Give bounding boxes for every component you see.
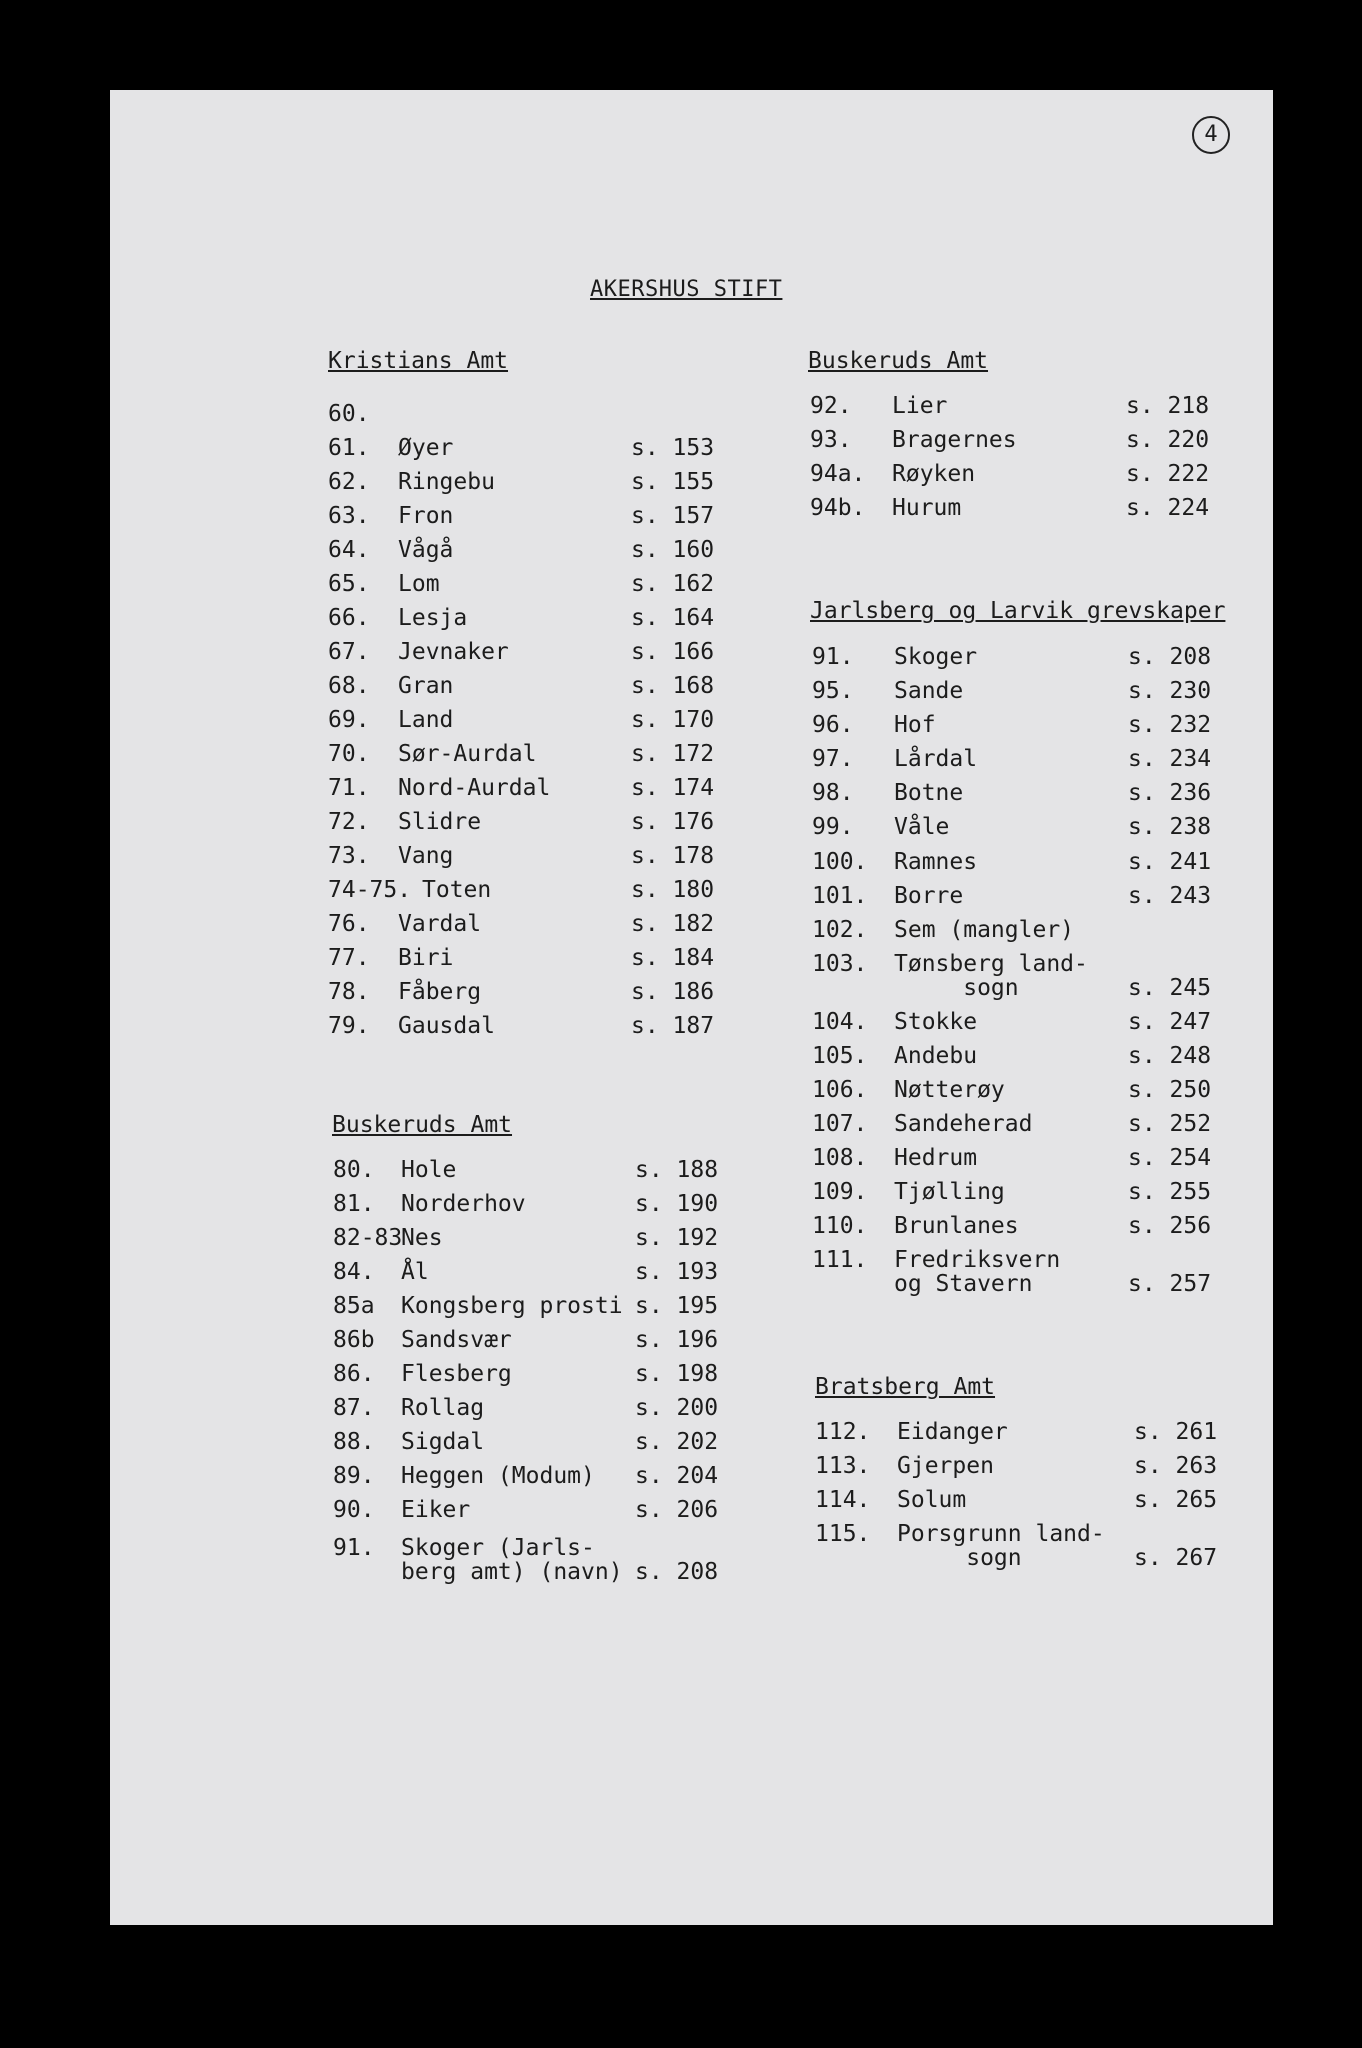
entry-page-reference: s. 186 — [631, 979, 715, 1005]
entry-number: 115. — [815, 1521, 871, 1547]
entry-page-reference: s. 184 — [631, 945, 715, 971]
entry-page-reference: s. 193 — [635, 1259, 719, 1285]
entry-parish-name: Flesberg — [401, 1361, 512, 1387]
entry-parish-name: Eiker — [401, 1497, 471, 1523]
entry-page-reference: s. 170 — [631, 707, 715, 733]
entry-number: 89. — [333, 1463, 375, 1489]
entry-page-reference: s. 190 — [635, 1191, 719, 1217]
entry-number: 85a — [333, 1293, 375, 1319]
entry-parish-name: Stokke — [894, 1009, 978, 1035]
entry-page-reference: s. 252 — [1128, 1111, 1212, 1137]
entry-page-reference: s. 261 — [1134, 1419, 1218, 1445]
entry-number: 103. — [812, 951, 868, 977]
entry-parish-name: Sigdal — [401, 1429, 485, 1455]
entry-number: 74-75. — [328, 877, 412, 903]
entry-number: 69. — [328, 707, 370, 733]
entry-parish-name: Hedrum — [894, 1145, 978, 1171]
entry-parish-name: Botne — [894, 780, 964, 806]
entry-parish-name: Fron — [398, 503, 454, 529]
entry-parish-name: Heggen (Modum) — [401, 1463, 595, 1489]
section-heading: Kristians Amt — [328, 348, 509, 374]
entry-parish-name: Sem (mangler) — [894, 917, 1075, 943]
entry-page-reference: s. 232 — [1128, 712, 1212, 738]
entry-page-reference: s. 224 — [1126, 495, 1210, 521]
entry-number: 101. — [812, 883, 868, 909]
entry-number: 104. — [812, 1009, 868, 1035]
entry-page-reference: s. 174 — [631, 775, 715, 801]
entry-page-reference: s. 254 — [1128, 1145, 1212, 1171]
entry-parish-name: Nøtterøy — [894, 1077, 1005, 1103]
entry-number: 60. — [328, 401, 370, 427]
entry-number: 62. — [328, 469, 370, 495]
section-heading: Jarlsberg og Larvik grevskaper — [810, 598, 1226, 624]
entry-parish-name: Lårdal — [894, 746, 978, 772]
entry-number: 105. — [812, 1043, 868, 1069]
entry-number: 114. — [815, 1487, 871, 1513]
entry-parish-name-continued: sogn — [894, 975, 1019, 1001]
entry-number: 79. — [328, 1013, 370, 1039]
entry-number: 78. — [328, 979, 370, 1005]
entry-number: 112. — [815, 1419, 871, 1445]
entry-number: 102. — [812, 917, 868, 943]
entry-number: 63. — [328, 503, 370, 529]
entry-parish-name: Solum — [897, 1487, 967, 1513]
entry-page-reference: s. 202 — [635, 1429, 719, 1455]
entry-page-reference: s. 218 — [1126, 393, 1210, 419]
entry-parish-name: Gjerpen — [897, 1453, 994, 1479]
entry-parish-name: Fredriksvern og Stavern — [894, 1247, 1061, 1297]
entry-page-reference: s. 263 — [1134, 1453, 1218, 1479]
entry-page-reference: s. 236 — [1128, 780, 1212, 806]
entry-parish-name: Vardal — [398, 911, 482, 937]
entry-parish-name-continued: sogn — [897, 1545, 1022, 1571]
entry-parish-name: Land — [398, 707, 454, 733]
entry-page-reference: s. 168 — [631, 673, 715, 699]
entry-number: 72. — [328, 809, 370, 835]
entry-number: 91. — [333, 1535, 375, 1561]
entry-parish-name: Skoger (Jarls- berg amt) (navn) — [401, 1535, 623, 1585]
entry-parish-name: Sandeherad — [894, 1111, 1033, 1137]
entry-number: 110. — [812, 1213, 868, 1239]
entry-number: 80. — [333, 1157, 375, 1183]
entry-number: 77. — [328, 945, 370, 971]
entry-page-reference: s. 208 — [635, 1559, 719, 1585]
entry-parish-name: Sandsvær — [401, 1327, 512, 1353]
entry-parish-name-continued: berg amt) (navn) — [401, 1559, 623, 1585]
entry-page-reference: s. 176 — [631, 809, 715, 835]
entry-parish-name: Nes — [401, 1225, 443, 1251]
entry-number: 109. — [812, 1179, 868, 1205]
entry-number: 64. — [328, 537, 370, 563]
entry-number: 71. — [328, 775, 370, 801]
entry-number: 90. — [333, 1497, 375, 1523]
entry-parish-name: Hof — [894, 712, 936, 738]
entry-number: 61. — [328, 435, 370, 461]
entry-number: 92. — [810, 393, 852, 419]
entry-number: 86. — [333, 1361, 375, 1387]
entry-page-reference: s. 187 — [631, 1013, 715, 1039]
entry-number: 76. — [328, 911, 370, 937]
entry-parish-name: Lom — [398, 571, 440, 597]
entry-number: 111. — [812, 1247, 868, 1273]
entry-page-reference: s. 220 — [1126, 427, 1210, 453]
document-title: AKERSHUS STIFT — [590, 277, 783, 302]
entry-parish-name: Bragernes — [892, 427, 1017, 453]
entry-page-reference: s. 265 — [1134, 1487, 1218, 1513]
entry-page-reference: s. 166 — [631, 639, 715, 665]
entry-page-reference: s. 208 — [1128, 644, 1212, 670]
entry-parish-name: Toten — [422, 877, 492, 903]
entry-number: 93. — [810, 427, 852, 453]
entry-page-reference: s. 204 — [635, 1463, 719, 1489]
entry-page-reference: s. 245 — [1128, 975, 1212, 1001]
entry-page-reference: s. 188 — [635, 1157, 719, 1183]
entry-page-reference: s. 192 — [635, 1225, 719, 1251]
entry-parish-name: Tønsberg land- sogn — [894, 951, 1088, 1001]
entry-page-reference: s. 178 — [631, 843, 715, 869]
entry-parish-name: Biri — [398, 945, 454, 971]
entry-parish-name: Norderhov — [401, 1191, 526, 1217]
entry-parish-name: Lier — [892, 393, 948, 419]
entry-number: 87. — [333, 1395, 375, 1421]
entry-parish-name: Skoger — [894, 644, 978, 670]
entry-number: 95. — [812, 678, 854, 704]
entry-page-reference: s. 172 — [631, 741, 715, 767]
entry-parish-name: Tjølling — [894, 1179, 1005, 1205]
entry-page-reference: s. 206 — [635, 1497, 719, 1523]
entry-page-reference: s. 248 — [1128, 1043, 1212, 1069]
entry-number: 96. — [812, 712, 854, 738]
entry-page-reference: s. 153 — [631, 435, 715, 461]
entry-parish-name: Hurum — [892, 495, 962, 521]
entry-parish-name: Vang — [398, 843, 454, 869]
entry-number: 86b — [333, 1327, 375, 1353]
entry-parish-name: Fåberg — [398, 979, 482, 1005]
entry-number: 82-83 — [333, 1225, 403, 1251]
entry-parish-name: Brunlanes — [894, 1213, 1019, 1239]
entry-parish-name: Røyken — [892, 461, 976, 487]
entry-parish-name: Lesja — [398, 605, 468, 631]
entry-number: 81. — [333, 1191, 375, 1217]
entry-page-reference: s. 255 — [1128, 1179, 1212, 1205]
entry-parish-name-continued: og Stavern — [894, 1271, 1033, 1297]
entry-number: 94a. — [810, 461, 866, 487]
entry-number: 106. — [812, 1077, 868, 1103]
entry-number: 91. — [812, 644, 854, 670]
section-heading: Bratsberg Amt — [815, 1374, 996, 1400]
section-heading: Buskeruds Amt — [332, 1112, 513, 1138]
entry-page-reference: s. 155 — [631, 469, 715, 495]
entry-number: 88. — [333, 1429, 375, 1455]
entry-parish-name: Rollag — [401, 1395, 485, 1421]
entry-number: 94b. — [810, 495, 866, 521]
entry-page-reference: s. 234 — [1128, 746, 1212, 772]
entry-page-reference: s. 241 — [1128, 849, 1212, 875]
entry-parish-name: Kongsberg prosti — [401, 1293, 623, 1319]
entry-page-reference: s. 164 — [631, 605, 715, 631]
entry-page-reference: s. 182 — [631, 911, 715, 937]
entry-page-reference: s. 196 — [635, 1327, 719, 1353]
entry-page-reference: s. 230 — [1128, 678, 1212, 704]
entry-parish-name: Sande — [894, 678, 964, 704]
entry-number: 68. — [328, 673, 370, 699]
entry-parish-name: Ramnes — [894, 849, 978, 875]
entry-parish-name: Eidanger — [897, 1419, 1008, 1445]
entry-parish-name: Slidre — [398, 809, 482, 835]
page-number-circle — [1192, 116, 1230, 154]
entry-page-reference: s. 267 — [1134, 1545, 1218, 1571]
entry-parish-name: Gran — [398, 673, 454, 699]
entry-page-reference: s. 157 — [631, 503, 715, 529]
entry-number: 70. — [328, 741, 370, 767]
document-page — [110, 90, 1273, 1925]
entry-page-reference: s. 200 — [635, 1395, 719, 1421]
entry-page-reference: s. 247 — [1128, 1009, 1212, 1035]
entry-parish-name: Ål — [401, 1259, 429, 1285]
entry-parish-name: Nord-Aurdal — [398, 775, 551, 801]
entry-page-reference: s. 222 — [1126, 461, 1210, 487]
entry-page-reference: s. 256 — [1128, 1213, 1212, 1239]
entry-number: 67. — [328, 639, 370, 665]
entry-page-reference: s. 195 — [635, 1293, 719, 1319]
page-number: 4 — [1204, 122, 1218, 147]
entry-page-reference: s. 160 — [631, 537, 715, 563]
entry-page-reference: s. 162 — [631, 571, 715, 597]
entry-number: 97. — [812, 746, 854, 772]
section-heading: Buskeruds Amt — [808, 348, 989, 374]
entry-parish-name: Gausdal — [398, 1013, 495, 1039]
entry-parish-name: Øyer — [398, 435, 454, 461]
entry-parish-name: Sør-Aurdal — [398, 741, 537, 767]
entry-page-reference: s. 238 — [1128, 814, 1212, 840]
entry-number: 66. — [328, 605, 370, 631]
entry-number: 108. — [812, 1145, 868, 1171]
entry-page-reference: s. 250 — [1128, 1077, 1212, 1103]
entry-number: 84. — [333, 1259, 375, 1285]
entry-number: 100. — [812, 849, 868, 875]
entry-parish-name: Våle — [894, 814, 950, 840]
entry-number: 65. — [328, 571, 370, 597]
entry-parish-name: Hole — [401, 1157, 457, 1183]
entry-page-reference: s. 257 — [1128, 1271, 1212, 1297]
entry-number: 73. — [328, 843, 370, 869]
entry-parish-name: Ringebu — [398, 469, 495, 495]
entry-number: 107. — [812, 1111, 868, 1137]
entry-parish-name: Porsgrunn land- sogn — [897, 1521, 1105, 1571]
entry-parish-name: Borre — [894, 883, 964, 909]
entry-number: 98. — [812, 780, 854, 806]
entry-number: 99. — [812, 814, 854, 840]
entry-number: 113. — [815, 1453, 871, 1479]
entry-parish-name: Vågå — [398, 537, 454, 563]
entry-parish-name: Andebu — [894, 1043, 978, 1069]
entry-parish-name: Jevnaker — [398, 639, 509, 665]
entry-page-reference: s. 180 — [631, 877, 715, 903]
entry-page-reference: s. 243 — [1128, 883, 1212, 909]
entry-page-reference: s. 198 — [635, 1361, 719, 1387]
